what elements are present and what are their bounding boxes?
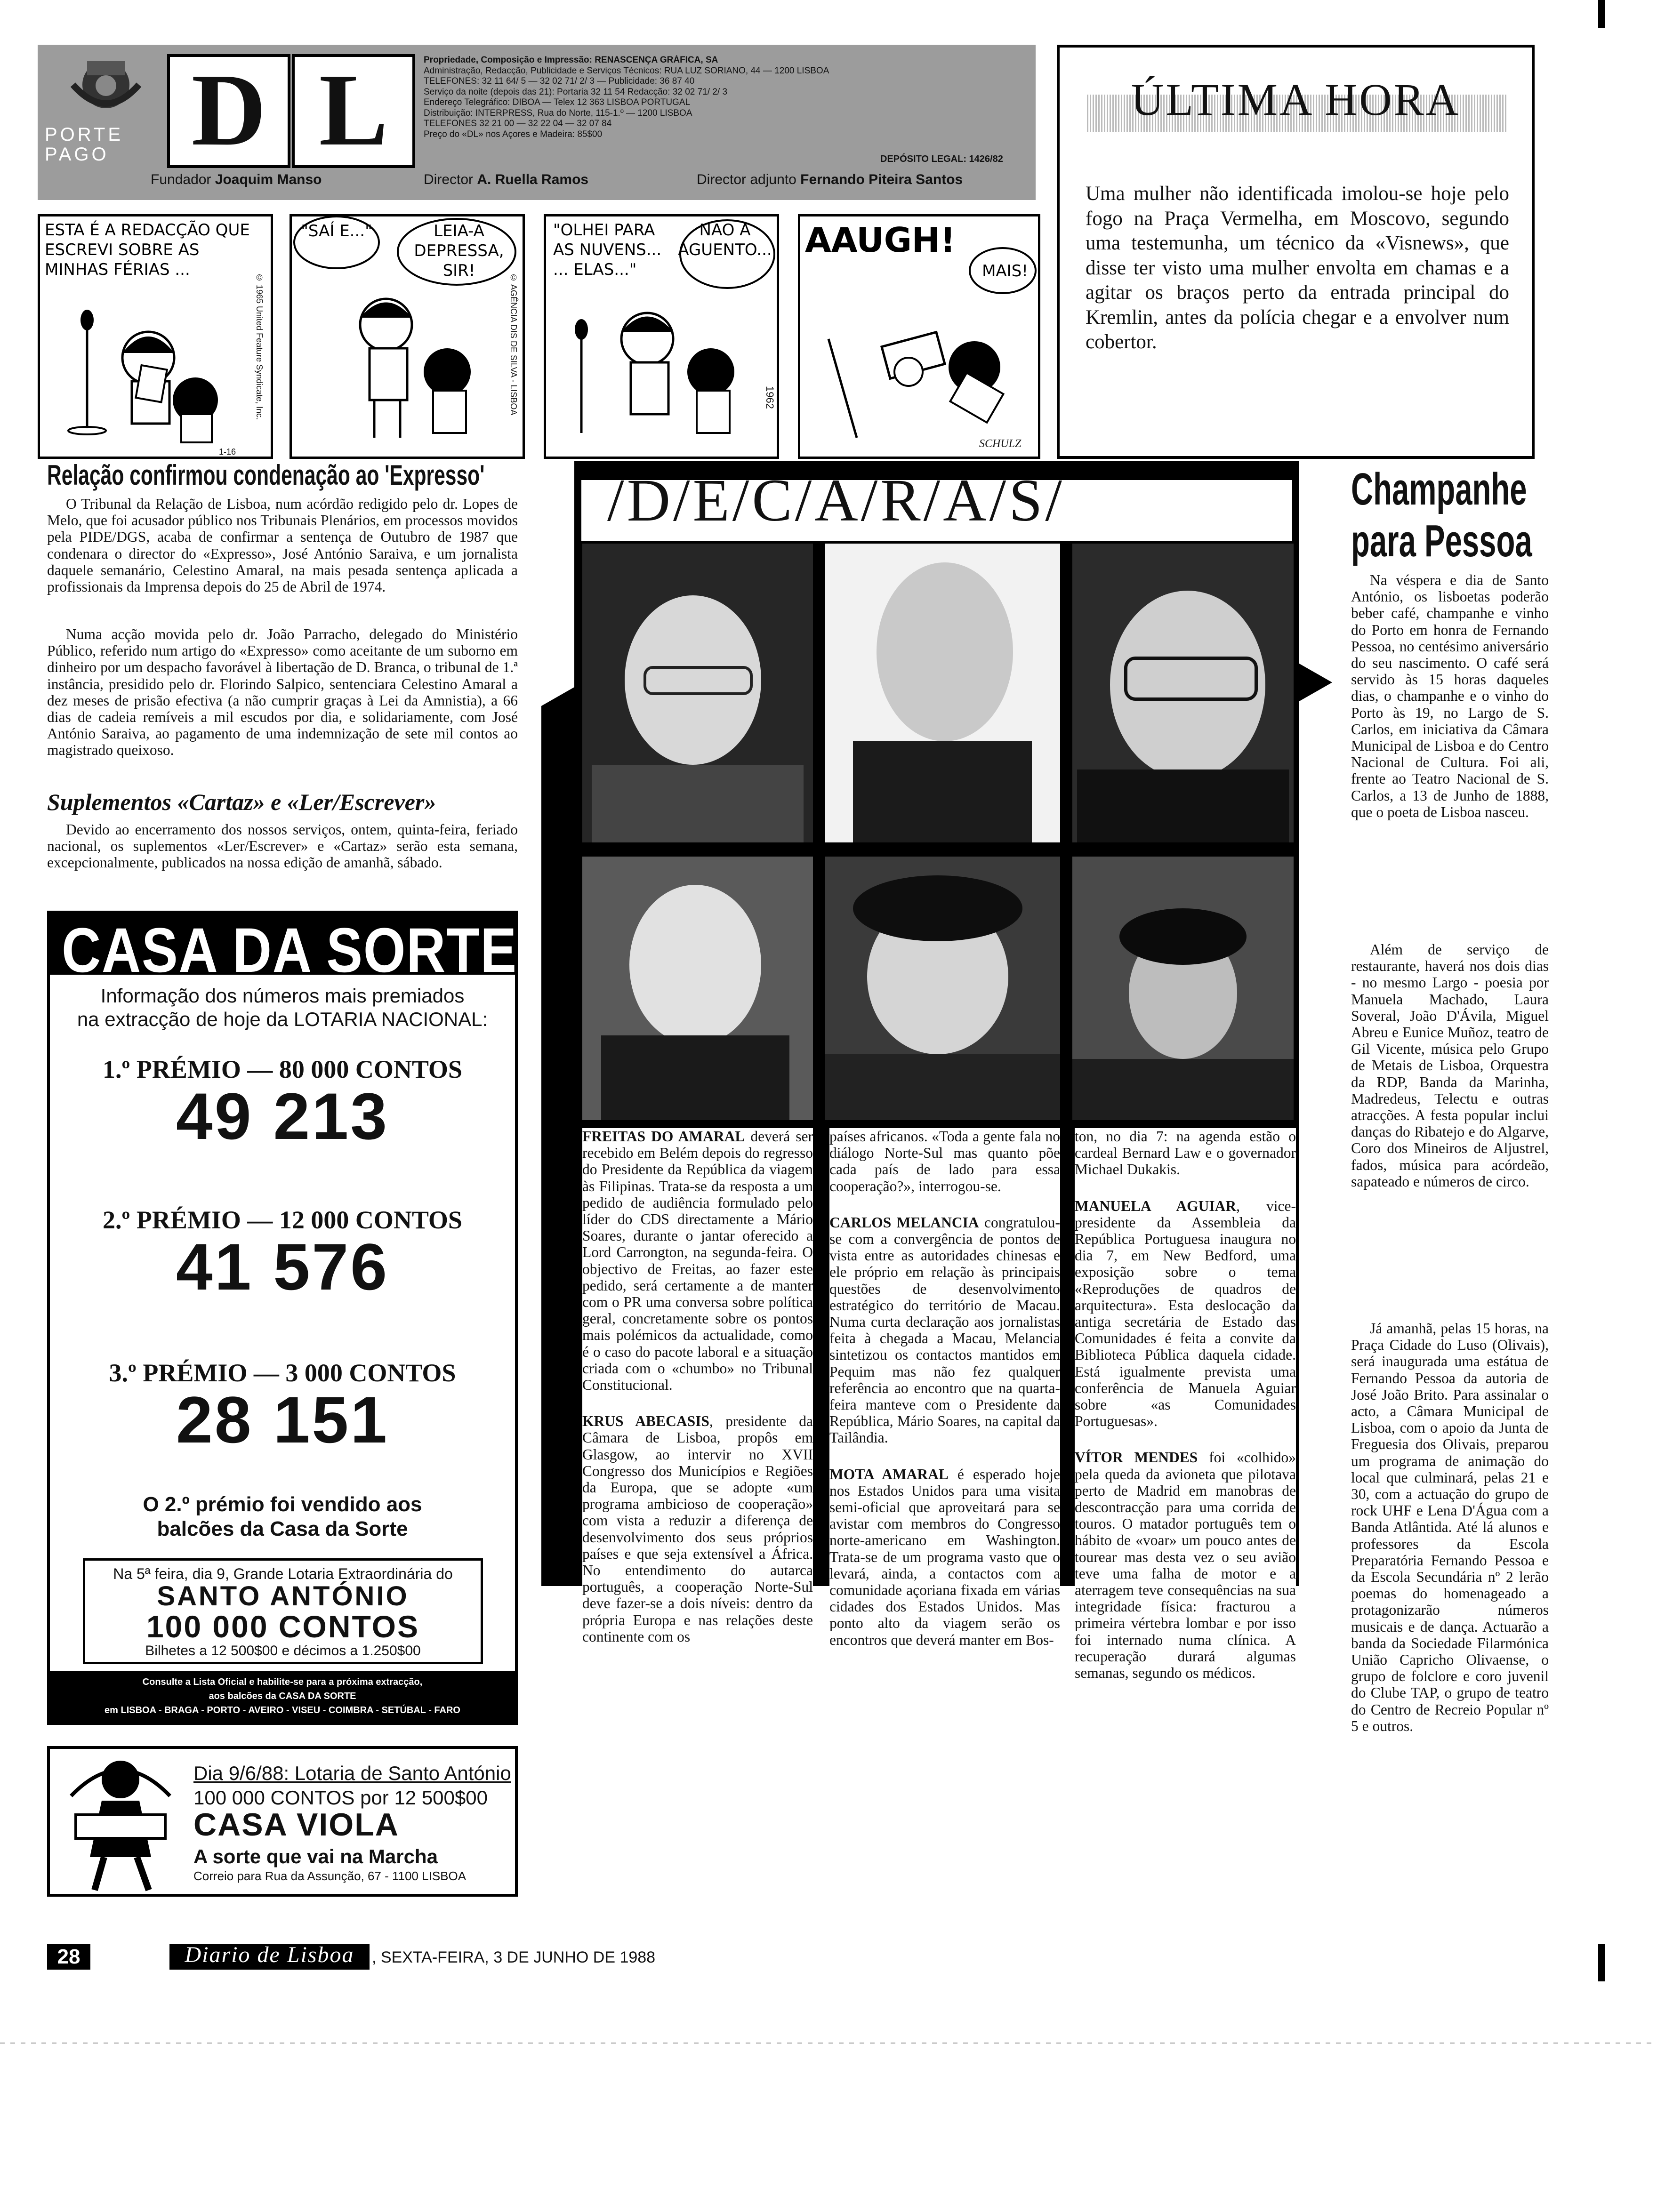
comic-speech-1: ESTA É A REDACÇÃO QUE ESCREVI SOBRE AS MINHAS FÉRIAS ... (45, 221, 250, 279)
logo-letter-l: L (292, 54, 415, 168)
marcha-figure-icon (57, 1754, 184, 1892)
comic-agency-credit: © AGÊNCIA DIS DE SILVA - LISBOA (509, 273, 518, 416)
decaras-column-3: ton, no dia 7: na agenda estão o cardeal Bernard Law e o governador Michael Dukakis. MANUELA AGUIAR, vice-presidente da Assembleia da República Portuguesa inaugura no dia 7, em New Bedford, uma exposição sobre o tema «Reproduções de quadros de arquitectura». Esta deslocação da antiga secretária de Estado das Comunidades é feita a convite da Biblioteca Pública daquela cidade. Está igualmente prevista uma conferência de Manuela Aguiar sobre «as Comunidades Portuguesas». VÍTOR MENDES foi «colhido» pela queda da avioneta que pilotava perto de Madrid em manobras de descontracção para uma corrida de touros. O matador português tem o hábito de «voar» um pouco antes de tourear mas desta vez o seu avião teve uma falha de motor e a aterragem teve consequências na sua integridade física: fracturou a primeira vértebra lombar e por isso foi internado numa clínica. A recuperação durará algumas semanas, segundo os médicos. (1075, 1128, 1296, 1682)
masthead (38, 45, 1036, 200)
porte-pago: PORTE PAGO (45, 124, 124, 165)
deposito-legal: DEPÓSITO LEGAL: 1426/82 (880, 154, 1003, 164)
comic-aaugh: AAUGH! (805, 220, 956, 260)
comic-panel-3 (544, 214, 779, 459)
decaras-column-2: países africanos. «Toda a gente fala no diálogo Norte-Sul mas quanto põe cada país de lado para essa cooperação?», interrogou-se. CARLOS MELANCIA congratulou-se com a convergência de pontos de vista entre as autoridades chinesas e ele próprio em relação às principais questões de desenvolvimento estratégico do território de Macau. Numa curta declaração aos jornalistas feita à chegada a Macau, Melancia sintetizou os contactos mantidos em Pequim mas não fez qualquer referência ao encontro que na quarta-feira manteve com o Presidente da República, Mário Soares, na capital da Tailândia. MOTA AMARAL é esperado hoje nos Estados Unidos para uma visita semi-oficial que aproveitará para se avistar com membros do Congresso norte-americano em Washington. Trata-se de um programa vasto que o levará, ainda, a contactos com a comunidade açoriana fixada em várias cidades dos Estados Unidos. Mas ponto alto da viagem serão os encontros que deverá manter em Bos- (829, 1128, 1061, 1648)
prize3-label: 3.º PRÉMIO — 3 000 CONTOS (109, 1359, 456, 1387)
casa-intro: Informação dos números mais premiados na extracção de hoje da LOTARIA NACIONAL: (77, 985, 488, 1030)
decaras-title: /D/E/C/A/R/A/S/ (607, 467, 1065, 534)
casa-viola-line2: 100 000 CONTOS por 12 500$00 (193, 1787, 488, 1809)
fundador: Fundador Joaquim Manso (151, 172, 322, 187)
photo-carlos-melancia (1072, 544, 1294, 842)
prize2-label: 2.º PRÉMIO — 12 000 CONTOS (103, 1206, 462, 1234)
casa-viola-address: Correio para Rua da Assunção, 67 - 1100 LISBOA (193, 1869, 467, 1883)
casa-viola-line1: Dia 9/6/88: Lotaria de Santo António (193, 1762, 511, 1784)
decaras-column-1: FREITAS DO AMARAL deverá ser recebido em Belém depois do regresso do Presidente da República da viagem às Filipinas. Trata-se da resposta a um pedido de audiência formulado pelo líder do CDS directamente a Mário Soares, durante o jantar oferecido a Lord Carrongton, na segunda-feira. O objectivo de Freitas, ao fazer este pedido, será certamente a de manter com o PR uma conversa sobre política geral, concretamente sobre os pontos mais polémicos da actualidade, como é o caso do pacote laboral e a situação criada com o «chumbo» no Tribunal Constitucional. KRUS ABECASIS, presidente da Câmara de Lisboa, propôs em Glasgow, ao intervir no XVII Congresso dos Municípios e Regiões da Europa, que se adopte «um programa ambicioso de cooperação» com vista a reduzir a diferença de desenvolvimento dos seus próprios países e que seja extensível a África. No entendimento do autarca português, a cooperação Norte-Sul deve fazer-se a dois níveis: dentro da própria Europa e nas relações deste continente com os (582, 1128, 813, 1645)
photo-mota-amaral (582, 857, 813, 1120)
casa-sold-note: O 2.º prémio foi vendido aos balcões da Casa da Sorte (143, 1493, 422, 1540)
santo-antonio-box: Na 5ª feira, dia 9, Grande Lotaria Extraordinária do SANTO ANTÓNIO 100 000 CONTOS Bilhetes a 12 500$00 e décimos a 1.250$00 (83, 1558, 483, 1664)
ultima-hora-box (1057, 45, 1535, 459)
comic-panel-2-drawing (292, 216, 523, 457)
champanhe-paragraph-3: Já amanhã, pelas 15 horas, na Praça Cidade do Luso (Olivais), será inaugurada uma estátua de Fernando Pessoa da autoria de José João Brito. Para assinalar o acto, a Câmara Municipal de Lisboa, com o apoio da Junta de Freguesia dos Olivais, preparou um programa de animação do local que culminará, pelas 21 e 30, com a actuação do grupo de rock UHF e Lena D'Água com a Banda Atlântida. Até lá alunos e professores da Escola Preparatória Fernando Pessoa e da Escola Secundária nº 2 lerão poemas do homenageado a protagonizarão números musicais e de dança. Actuarão a banda da Sociedade Filarmónica União Capricho Olivaense, o grupo de folclore e coro juvenil do Clube TAP, o grupo de teatro do Centro de Recreio Popular nº 5 e outros. (1351, 1320, 1549, 1734)
prize3-number: 28 151 (176, 1383, 389, 1457)
comic-signature: SCHULZ (979, 438, 1022, 450)
comic-speech-3b: NÃO A AGUENTO... (678, 221, 772, 259)
relacao-paragraph-1: O Tribunal da Relação de Lisboa, num acórdão redigido pelo dr. Lopes de Melo, que foi acusador público nos Tribunais Plenários, em processos movidos pela PIDE/DGS, acaba de confirmar a sentença de Outubro de 1987 que condenara o director do «Expresso», José António Saraiva, e um jornalista daquele semanário, Celestino Amaral, na mais pesada sentença aplicada a profissionais da Imprensa depois do 25 de Abril de 1974. (47, 496, 518, 595)
edge-mark-top (1598, 0, 1605, 28)
champanhe-headline-2: para Pessoa (1351, 516, 1532, 566)
prize1-number: 49 213 (176, 1079, 389, 1153)
casa-footer: Consulte a Lista Oficial e habilite-se para a próxima extracção, aos balcões da CASA DA SORTE em LISBOA - BRAGA - PORTO - AVEIRO - VISEU - COIMBRA - SETÚBAL - FARO (50, 1671, 515, 1722)
director-adjunto: Director adjunto Fernando Piteira Santos (697, 172, 963, 187)
comic-strip (38, 214, 1040, 459)
casa-viola-slogan: A sorte que vai na Marcha (193, 1845, 438, 1867)
comic-panel-4 (798, 214, 1040, 459)
photo-krus-abecasis (825, 544, 1060, 842)
prize2-number: 41 576 (176, 1230, 389, 1304)
suplementos-headline: Suplementos «Cartaz» e «Ler/Escrever» (47, 789, 436, 815)
casa-da-sorte-ad (47, 911, 518, 1725)
comic-speech-2a: "SAÍ E..." (301, 222, 372, 240)
comic-year: 1962 (764, 386, 776, 409)
scan-dotted-line (0, 2043, 1657, 2044)
comic-panel-2 (290, 214, 525, 459)
ultima-hora-text: Uma mulher não identificada imolou-se hoje pelo fogo na Praça Vermelha, em Moscovo, segundo uma testemunha, um técnico da «Visnews», que disse ter visto uma mulher envolta em chamas e a agitar os braços perto da entrada principal do Kremlin, antes da polícia chegar e a envolver num cobertor. (1086, 183, 1509, 353)
comic-date: 1-16 (219, 447, 236, 457)
champanhe-headline-1: Champanhe (1351, 464, 1527, 514)
coat-of-arms-icon (59, 52, 153, 122)
casa-viola-name: CASA VIOLA (193, 1807, 399, 1843)
logo-letter-d: D (167, 54, 290, 168)
comic-panel-4-drawing (800, 216, 1038, 457)
comic-speech-2b: LEIA-A DEPRESSA, SIR! (414, 222, 504, 280)
prize1-label: 1.º PRÉMIO — 80 000 CONTOS (103, 1055, 462, 1083)
photo-manuela-aguiar (825, 857, 1060, 1120)
newspaper-name: Diario de Lisboa (185, 1942, 354, 1967)
suplementos-text: Devido ao encerramento dos nossos serviços, ontem, quinta-feira, feriado nacional, os suplementos «Ler/Escrever» e «Cartaz» serão esta semana, excepcionalmente, publicados na nossa edição de amanhã, sábado. (47, 821, 518, 871)
issue-date: , SEXTA-FEIRA, 3 DE JUNHO DE 1988 (372, 1948, 656, 1966)
photo-vitor-mendes (1072, 857, 1294, 1120)
photo-freitas-do-amaral (582, 544, 813, 842)
comic-panel-3-drawing (546, 216, 777, 457)
comic-speech-4: MAIS! (982, 262, 1028, 281)
ultima-hora-title: ÚLTIMA HORA (1131, 74, 1461, 125)
page-number: 28 (57, 1945, 80, 1968)
comic-panel-1 (38, 214, 273, 459)
casa-title: CASA DA SORTE (62, 915, 517, 986)
director: Director A. Ruella Ramos (424, 172, 589, 187)
comic-speech-3a: "OLHEI PARA AS NUVENS... ... ELAS..." (553, 221, 662, 279)
champanhe-paragraph-2: Além de serviço de restaurante, haverá nos dois dias - no mesmo Largo - poesia por Manuela Machado, Laura Soveral, João D'Ávila, Miguel Abreu e Eunice Muñoz, teatro de Gil Vicente, música pelo Grupo de Metais de Lisboa, Orquestra da RDP, Banda da Marinha, Madredeus, Telectu e outras atracções. A festa popular inclui danças do Ribatejo e do Algarve, Coro dos Mineiros de Aljustrel, fados, música para acórdeão, sapateado e números de circo. (1351, 941, 1549, 1190)
comic-copyright: © 1965 United Feature Syndicate, Inc. (255, 273, 264, 420)
peppermint-patty-drawing (40, 287, 271, 457)
relacao-paragraph-2: Numa acção movida pelo dr. João Parracho, delegado do Ministério Público, referido num artigo do «Expresso» como aceitante de um suborno em dinheiro por um despacho favorável à libertação de D. Branca, o tribunal de 1.ª instância, presidido pelo dr. Florindo Salpico, sentenciara Celestino Amaral a dez meses de prisão efectiva (a não cumprir graças à Lei da Amnistia), a 66 dias de cadeia remíveis a mil escudos por dia, e solidariamente, com José António Saraiva, ao pagamento de uma indemnização de sete mil contos ao magistrado queixoso. (47, 626, 518, 759)
edge-mark-bottom (1598, 1944, 1605, 1981)
relacao-headline: Relação confirmou condenação ao 'Expresso' (47, 459, 485, 491)
champanhe-paragraph-1: Na véspera e dia de Santo António, os lisboetas poderão beber café, champanhe e vinho do Porto em honra de Fernando Pessoa, no centésimo aniversário do seu nascimento. O café será servido às 15 horas daqueles dias, o champanhe e o vinho do Porto às 19, no Largo de S. Carlos, em iniciativa da Câmara Municipal de Lisboa e do Centro Nacional de Cultura. Foi ali, frente ao Teatro Nacional de S. Carlos, a 13 de Junho de 1888, que o poeta de Lisboa nasceu. (1351, 572, 1549, 820)
masthead-info: Propriedade, Composição e Impressão: RENASCENÇA GRÁFICA, SA Administração, Redacção, Publicidade e Serviços Técnicos: RUA LUZ SORIANO, 44 — 1200 LISBOA TELEFONES: 32 11 64/ 5 — 32 02 71/ 2/ 3 — Publicidade: 36 87 40 Serviço da noite (depois das 21): Portaria 32 11 54 Redacção: 32 02 71/ 2/ 3 Endereço Telegráfico: DIBOA — Telex 12 363 LISBOA PORTUGAL Distribuição: INTERPRESS, Rua do Norte, 115-1.º — 1200 LISBOA TELEFONES 32 21 00 — 32 22 04 — 32 07 84 Preço do «DL» nos Açores e Madeira: 85$00 (424, 55, 829, 139)
casa-viola-ad (47, 1746, 518, 1897)
